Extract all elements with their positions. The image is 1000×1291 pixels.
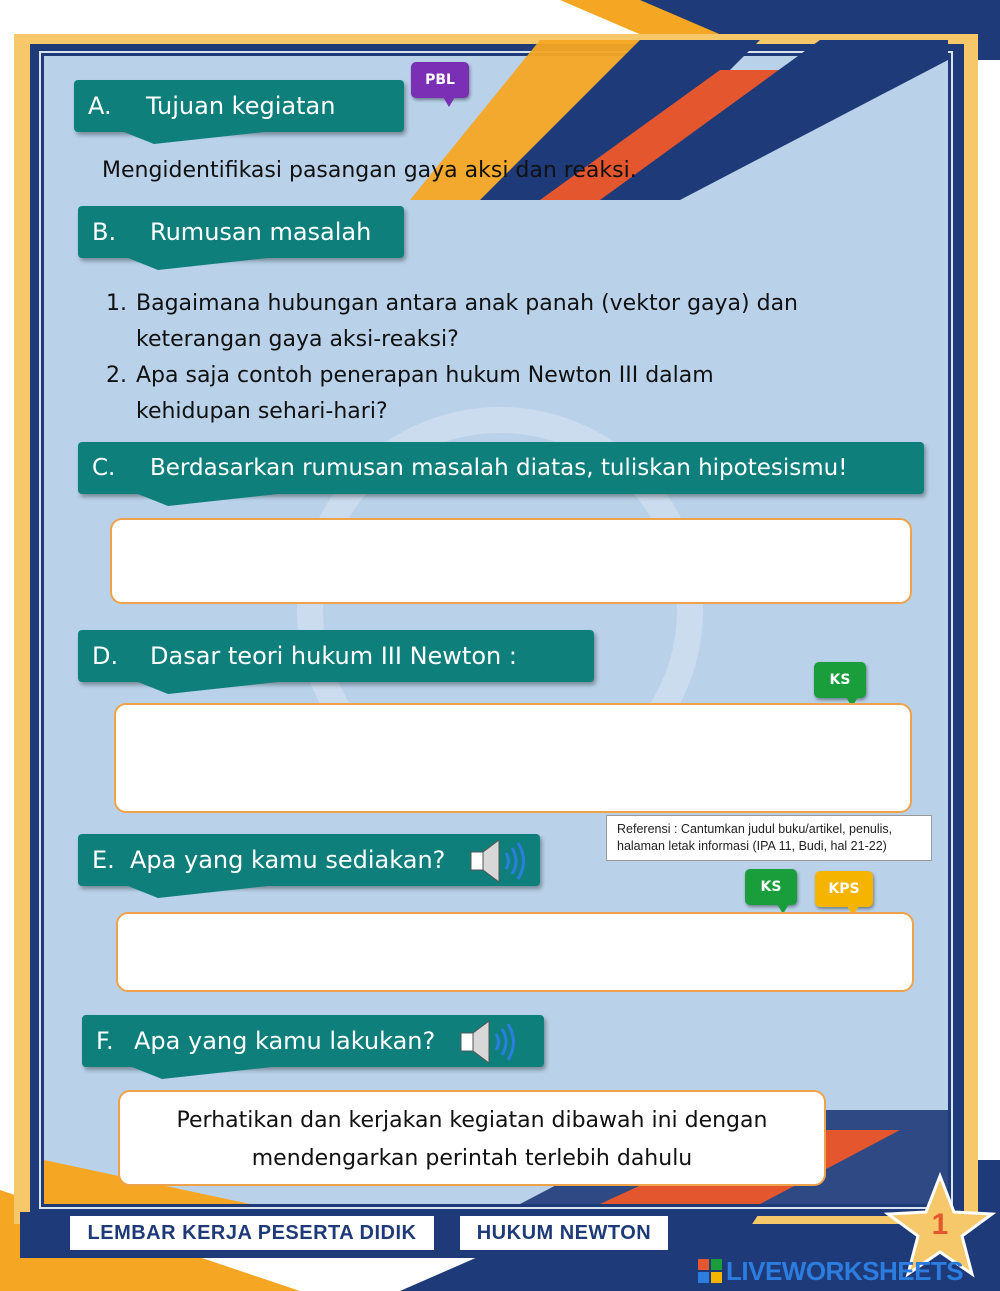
speaker-icon[interactable] [459, 1019, 521, 1065]
section-a-letter: A. [88, 92, 112, 120]
ks-tag: KS [745, 869, 797, 905]
reference-line1: Referensi : Cantumkan judul buku/artikel, penulis, [617, 822, 893, 836]
section-f-letter: F. [96, 1027, 114, 1055]
liveworksheets-grid-icon [698, 1259, 722, 1283]
section-a-title: Tujuan kegiatan [146, 92, 336, 120]
liveworksheets-logo [698, 1256, 963, 1286]
ks-tag: KS [814, 662, 866, 698]
list-item [106, 286, 798, 358]
list-item-line2: kehidupan sehari-hari? [136, 399, 388, 424]
theory-input[interactable] [114, 703, 912, 813]
pbl-tag: PBL [411, 62, 469, 98]
section-d-title: Dasar teori hukum III Newton : [150, 642, 517, 670]
section-a-header [74, 80, 404, 132]
section-f-title: Apa yang kamu lakukan? [134, 1027, 436, 1055]
kps-tag: KPS [815, 871, 873, 907]
footer-title-right: HUKUM NEWTON [458, 1214, 670, 1252]
section-e-letter: E. [92, 846, 115, 874]
section-e-title: Apa yang kamu sediakan? [130, 846, 446, 874]
footer-title-left: LEMBAR KERJA PESERTA DIDIK [68, 1214, 436, 1252]
section-e-header [78, 834, 540, 886]
section-b-header [78, 206, 404, 258]
section-a-body: Mengidentifikasi pasangan gaya aksi dan reaksi. [102, 158, 637, 183]
speaker-icon[interactable] [469, 838, 531, 884]
watermark-text: LIVEWORKSHEETS [726, 1255, 964, 1286]
reference-line2: halaman letak informasi (IPA 11, Budi, hal 21-22) [617, 839, 887, 853]
section-b-title: Rumusan masalah [150, 218, 372, 246]
section-c-header [78, 442, 924, 494]
list-item [106, 358, 714, 430]
section-d-letter: D. [92, 642, 119, 670]
instruction-line1: Perhatikan dan kerjakan kegiatan dibawah ini dengan [176, 1108, 768, 1133]
instruction-line2: mendengarkan perintah terlebih dahulu [251, 1146, 693, 1171]
list-item-line2: keterangan gaya aksi-reaksi? [136, 327, 459, 352]
materials-input[interactable] [116, 912, 914, 992]
hypothesis-input[interactable] [110, 518, 912, 604]
section-b-letter: B. [92, 218, 117, 246]
list-item-line1: Bagaimana hubungan antara anak panah (vektor gaya) dan [136, 291, 798, 316]
reference-note [606, 815, 932, 861]
list-item-number: 1. [106, 291, 127, 316]
page-number: 1 [931, 1208, 949, 1241]
list-item-line1: Apa saja contoh penerapan hukum Newton III dalam [136, 363, 714, 388]
section-c-title: Berdasarkan rumusan masalah diatas, tuliskan hipotesismu! [150, 455, 848, 481]
section-f-header [82, 1015, 544, 1067]
list-item-number: 2. [106, 363, 127, 388]
instruction-box [118, 1090, 826, 1186]
section-c-letter: C. [92, 455, 116, 481]
section-d-header [78, 630, 594, 682]
